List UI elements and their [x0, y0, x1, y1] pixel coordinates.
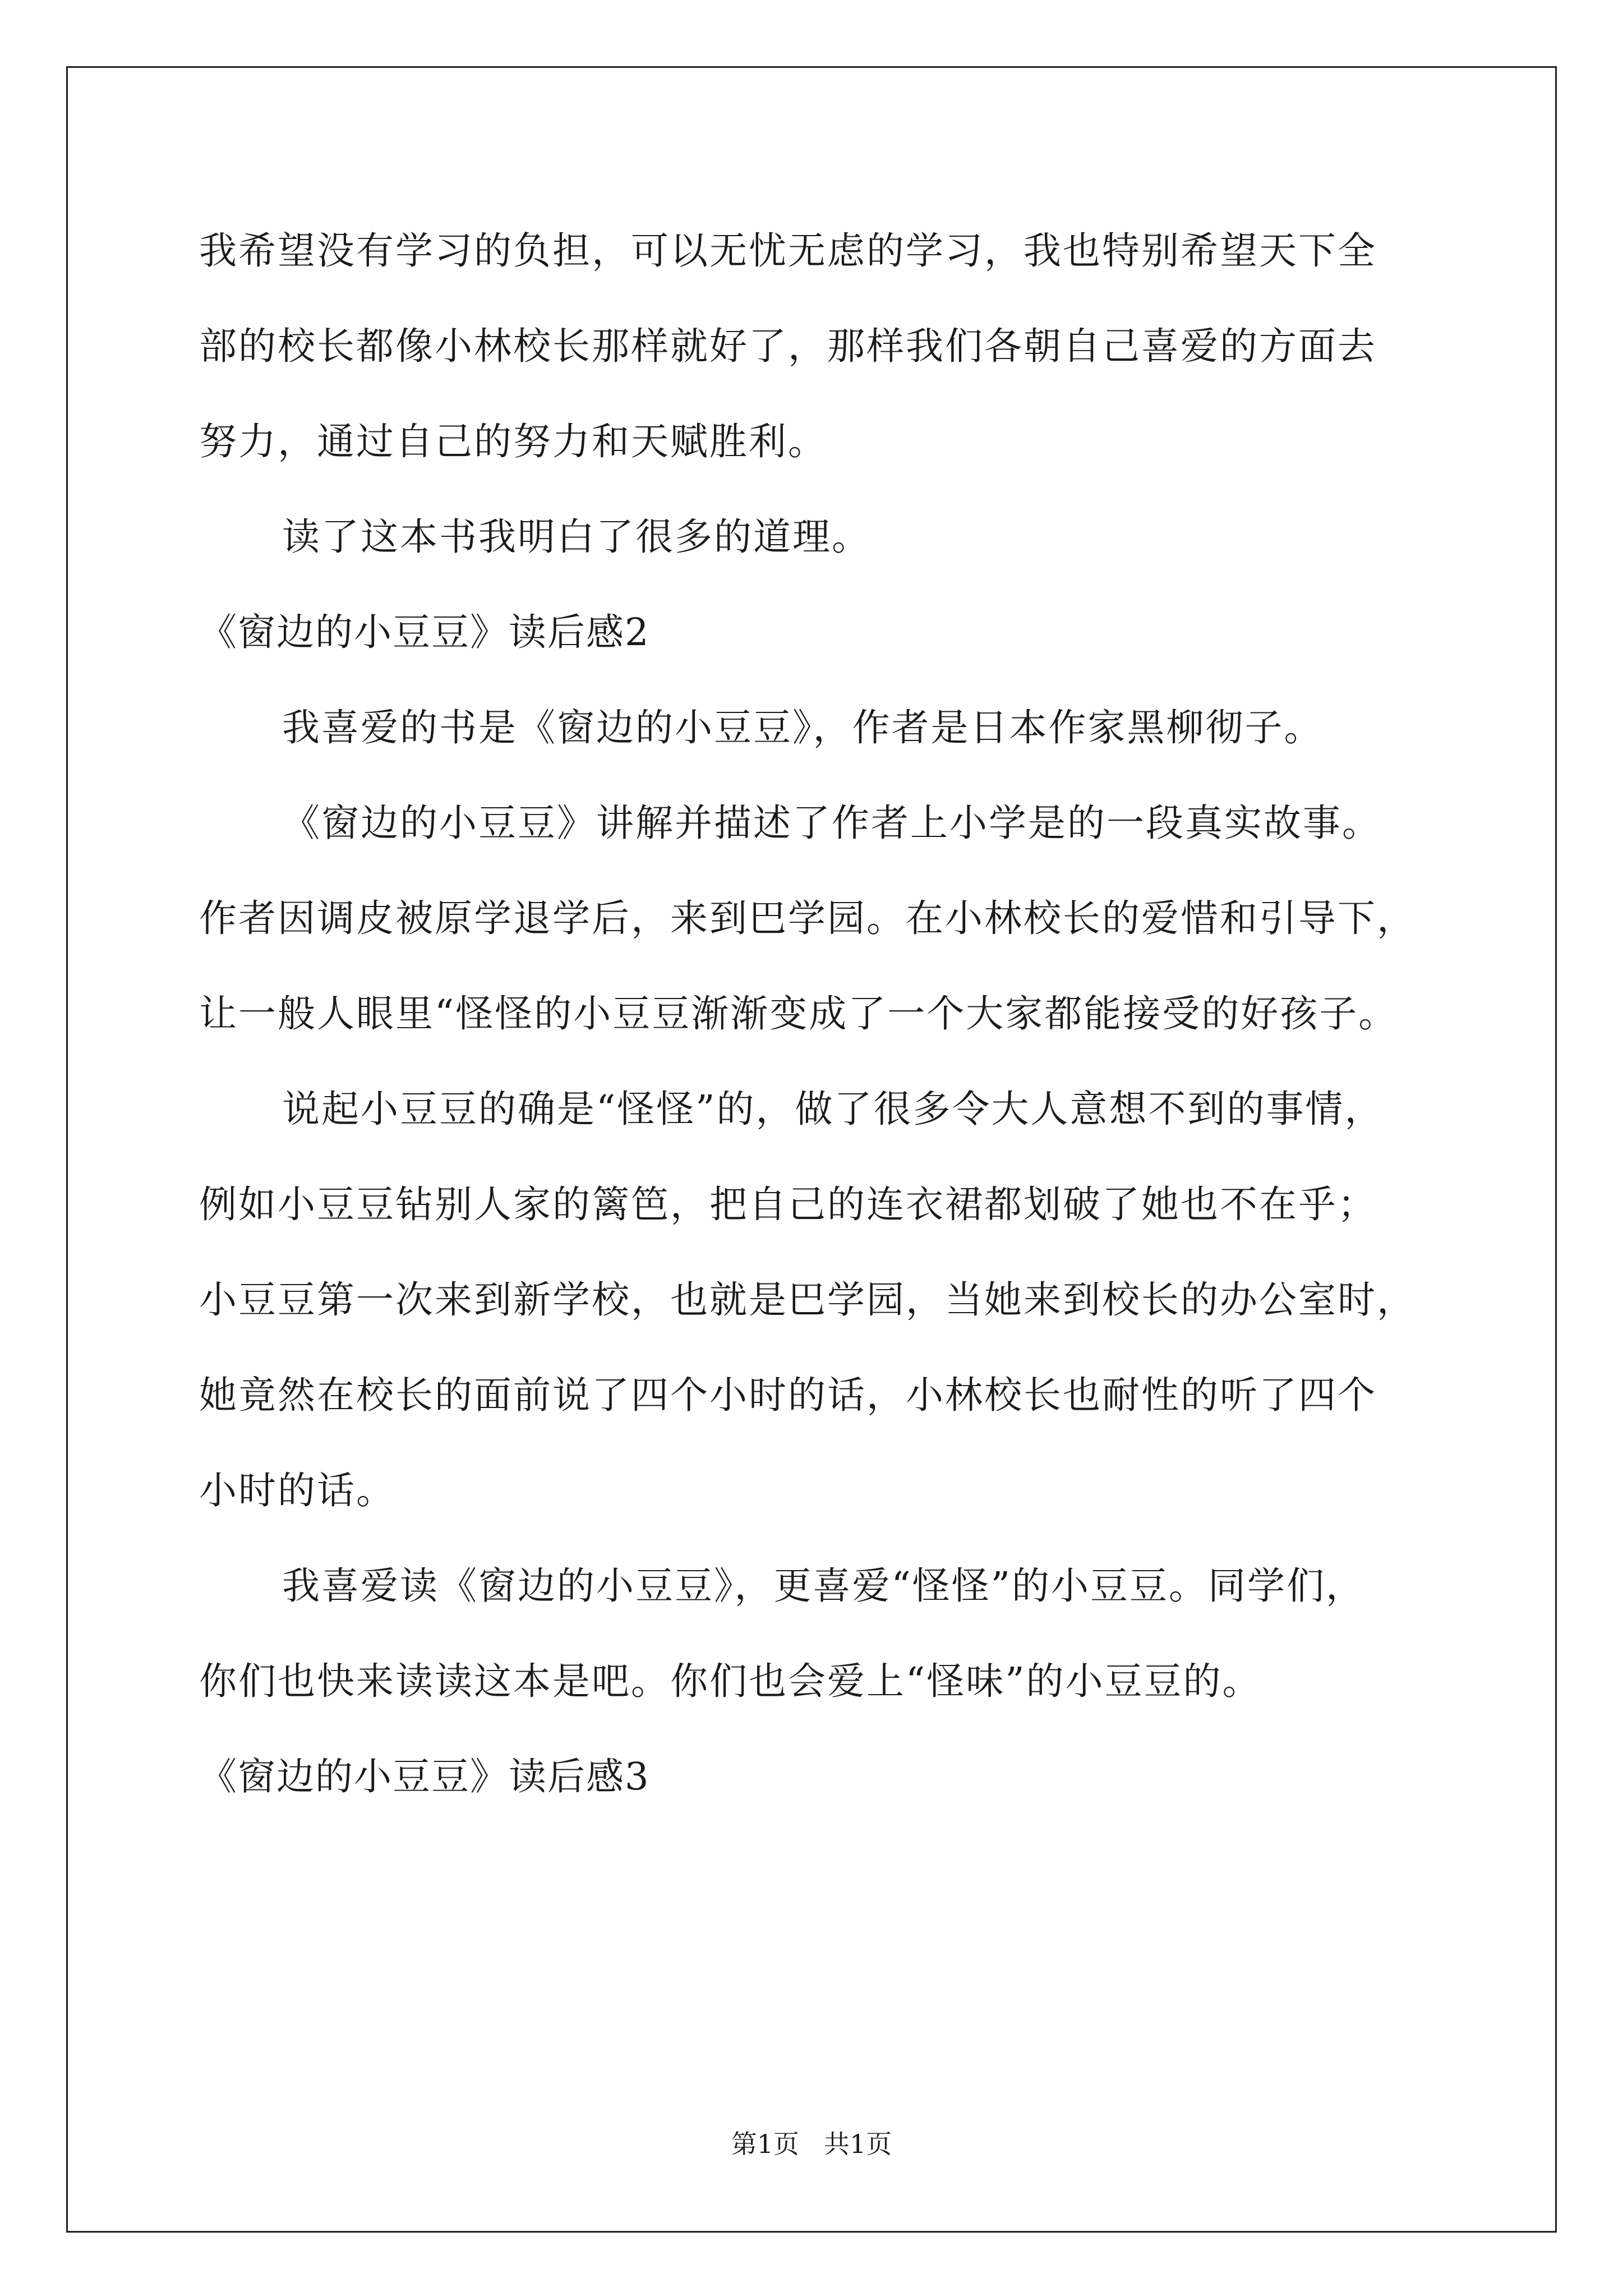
- paragraph-line: 我希望没有学习的负担，可以无忧无虑的学习，我也特别希望天下全: [199, 229, 1377, 273]
- paragraph-line: 让一般人眼里“怪怪的小豆豆渐渐变成了一个大家都能接受的好孩子。: [199, 992, 1398, 1036]
- paragraph-line: 例如小豆豆钻别人家的篱笆，把自己的连衣裙都划破了她也不在乎；: [199, 1182, 1377, 1226]
- paragraph-line: 努力，通过自己的努力和天赋胜利。: [199, 420, 827, 463]
- paragraph-line: 我喜爱的书是《窗边的小豆豆》，作者是日本作家黑柳彻子。: [282, 706, 1324, 749]
- paragraph-line: 《窗边的小豆豆》讲解并描述了作者上小学是的一段真实故事。: [282, 801, 1381, 845]
- section-heading: 《窗边的小豆豆》读后感2: [199, 610, 650, 654]
- paragraph-line: 她竟然在校长的面前说了四个小时的话，小林校长也耐性的听了四个: [199, 1373, 1377, 1417]
- paragraph-line: 小时的话。: [199, 1469, 395, 1512]
- page-footer: [0, 2127, 1623, 2161]
- paragraph-line: 说起小豆豆的确是“怪怪”的，做了很多令大人意想不到的事情，: [282, 1087, 1384, 1131]
- paragraph-line: 读了这本书我明白了很多的道理。: [282, 515, 871, 559]
- paragraph-line: 你们也快来读读这本是吧。你们也会爱上“怪味”的小豆豆的。: [199, 1659, 1262, 1703]
- page-total: 共1页: [824, 2129, 892, 2159]
- paragraph-line: 我喜爱读《窗边的小豆豆》，更喜爱“怪怪”的小豆豆。同学们，: [282, 1564, 1366, 1608]
- paragraph-line: 作者因调皮被原学退学后，来到巴学园。在小林校长的爱惜和引导下，: [199, 896, 1416, 940]
- paragraph-line: 部的校长都像小林校长那样就好了，那样我们各朝自己喜爱的方面去: [199, 324, 1377, 368]
- paragraph-line: 小豆豆第一次来到新学校，也就是巴学园，当她来到校长的办公室时，: [199, 1278, 1416, 1322]
- document-body: [199, 212, 1438, 1833]
- page-number: 第1页: [731, 2129, 799, 2159]
- section-heading: 《窗边的小豆豆》读后感3: [199, 1755, 650, 1798]
